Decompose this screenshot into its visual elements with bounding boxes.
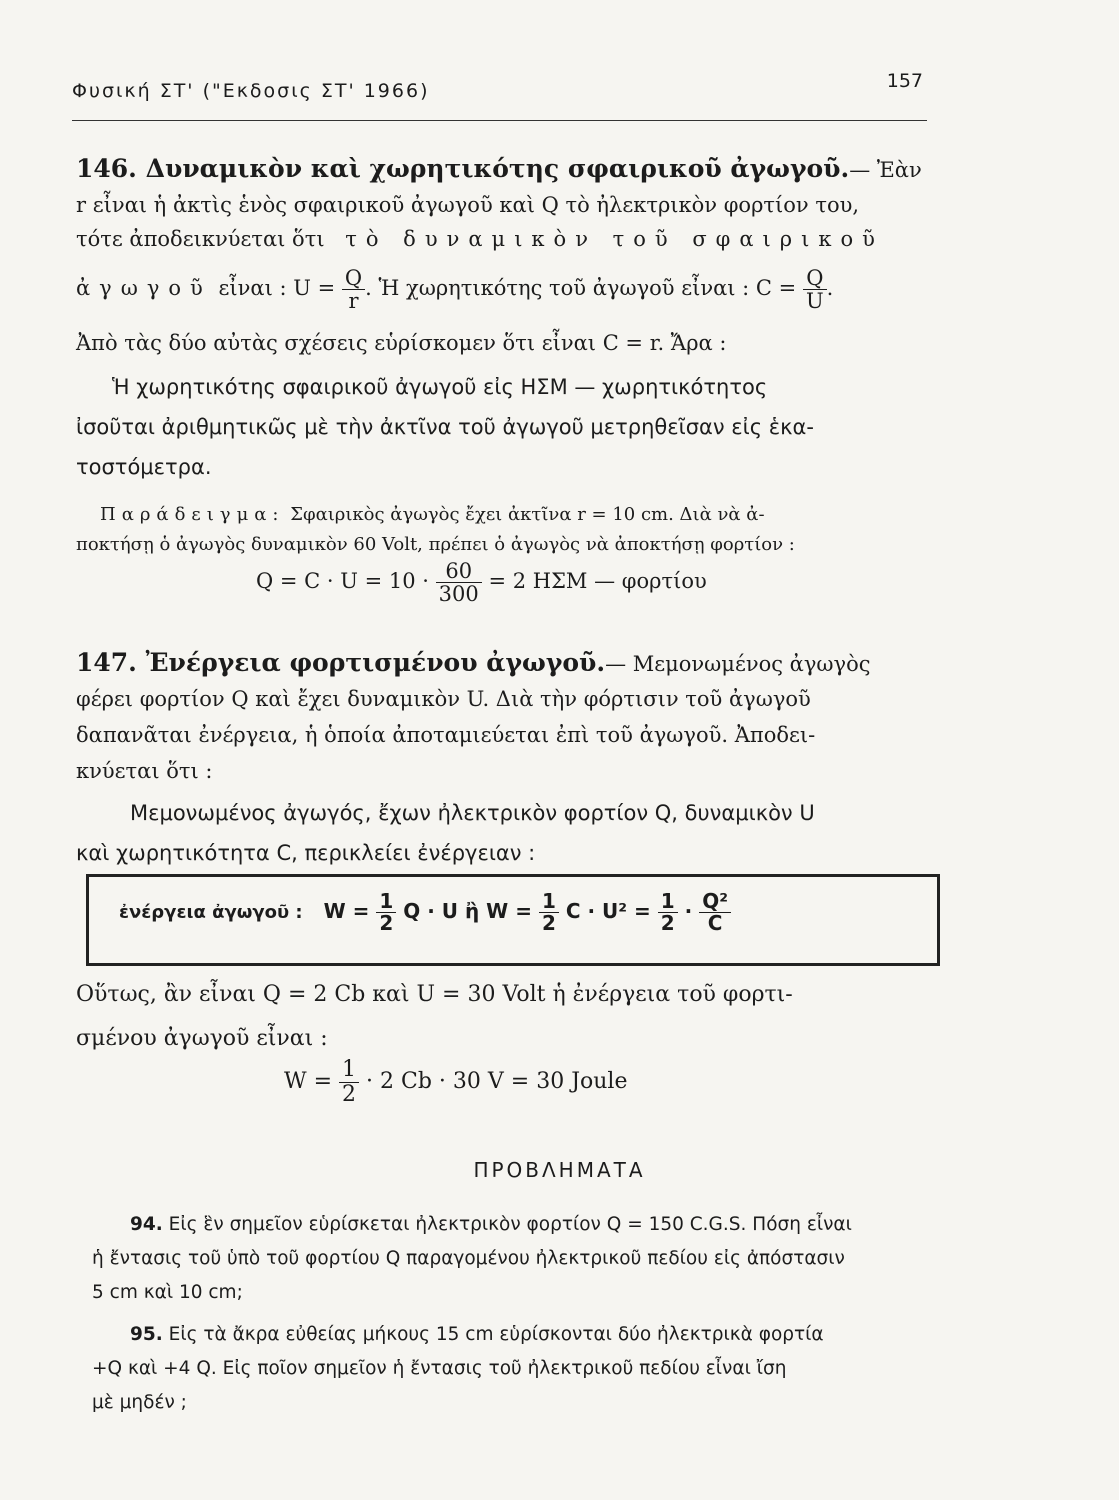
sec147-line4: κνύεται ὅτι : — [76, 759, 213, 783]
problem-95-line1: 95. Εἰς τὰ ἄκρα εὐθείας μήκους 15 cm εὑρίσκονται δύο ἠλεκτρικὰ φορτία — [130, 1324, 824, 1345]
sec147-line3: δαπανᾶται ἐνέργεια, ἡ ὁποία ἀποταμιεύεται ἐπὶ τοῦ ἀγωγοῦ. Ἀποδει- — [76, 723, 816, 747]
page-header — [72, 70, 927, 121]
problem-94-line1: 94. Εἰς ἓν σημεῖον εὑρίσκεται ἠλεκτρικὸν φορτίον Q = 150 C.G.S. Πόση εἶναι — [130, 1214, 852, 1235]
sec146-line2: r εἶναι ἡ ἀκτὶς ἑνὸς σφαιρικοῦ ἀγωγοῦ καὶ Q τὸ ἠλεκτρικὸν φορτίον του, — [76, 193, 860, 217]
problem-94-line2: ἡ ἔντασις τοῦ ὑπὸ τοῦ φορτίου Q παραγομένου ἠλεκτρικοῦ πεδίου εἰς ἀπόστασιν — [92, 1248, 845, 1269]
sec147-line2: φέρει φορτίον Q καὶ ἔχει δυναμικὸν U. Διὰ τὴν φόρτισιν τοῦ ἀγωγοῦ — [76, 687, 811, 711]
problem-95-line3: μὲ μηδέν ; — [92, 1392, 187, 1413]
law-line1: Ἡ χωρητικότης σφαιρικοῦ ἀγωγοῦ εἰς ΗΣΜ — χωρητικότητος — [112, 375, 768, 399]
problem-94-line3: 5 cm καὶ 10 cm; — [92, 1282, 243, 1303]
law-line3: τοστόμετρα. — [76, 455, 212, 479]
energy-formula-box — [86, 874, 940, 966]
sec146-title: 146. Δυναμικὸν καὶ χωρητικότης σφαιρικοῦ ἀγωγοῦ. — [76, 154, 850, 183]
running-title: Φυσική ΣΤ' ("Εκδοσις ΣΤ' 1966) — [72, 80, 430, 102]
example147-line2: σμένου ἀγωγοῦ εἶναι : — [76, 1026, 328, 1051]
sec146-line1: 146. Δυναμικὸν καὶ χωρητικότης σφαιρικοῦ ἀγωγοῦ.— Ἐὰν — [76, 154, 922, 183]
statement-line1: Μεμονωμένος ἀγωγός, ἔχων ἠλεκτρικὸν φορτίον Q, δυναμικὸν U — [130, 801, 815, 825]
statement-line2: καὶ χωρητικότητα C, περικλείει ἐνέργειαν : — [76, 841, 536, 865]
fraction-60-over-300: $\frac{60}{300}$ — [436, 560, 482, 605]
fraction-q-over-r: $\frac{Q}{r}$ — [342, 267, 365, 312]
example-line2: ποκτήσῃ ὁ ἀγωγὸς δυναμικὸν 60 Volt, πρέπει ὁ ἀγωγὸς νὰ ἀποκτήσῃ φορτίον : — [76, 534, 795, 555]
fraction-q-over-u: $\frac{Q}{U}$ — [803, 267, 827, 312]
example147-line1: Οὕτως, ἂν εἶναι Q = 2 Cb καὶ U = 30 Volt ἡ ἐνέργεια τοῦ φορτι- — [76, 982, 793, 1007]
sec146-line4: ἀγωγοῦ εἶναι : U = $\frac{Q}{r}$ . Ἡ χωρητικότης τοῦ ἀγωγοῦ εἶναι : C = $\frac{Q}{U}$ . — [76, 265, 834, 313]
sec146-line3: τότε ἀποδεικνύεται ὅτι τὸ δυναμικὸν τοῦ σφαιρικοῦ — [76, 227, 884, 251]
sec147-line1: 147. Ἐνέργεια φορτισμένου ἀγωγοῦ.— Μεμονωμένος ἀγωγὸς — [76, 648, 871, 677]
law-line2: ἰσοῦται ἀριθμητικῶς μὲ τὴν ἀκτῖνα τοῦ ἀγωγοῦ μετρηθεῖσαν εἰς ἑκα- — [76, 415, 814, 439]
example147-equation: W = $\frac{1}{2}$ · 2 Cb · 30 V = 30 Joule — [284, 1057, 628, 1107]
sec147-title: 147. Ἐνέργεια φορτισμένου ἀγωγοῦ. — [76, 648, 606, 677]
page-number: 157 — [886, 70, 923, 92]
energy-formula: ἐνέργεια ἀγωγοῦ : W = $\frac{1}{2}$ Q · U ἢ W = $\frac{1}{2}$ C · U² = $\frac{1}{2}$ · $\frac{\text{Q²}}{C}$ — [119, 891, 731, 934]
example-equation: Q = C · U = 10 · $\frac{60}{300}$ = 2 ΗΣΜ — φορτίου — [256, 558, 707, 606]
example-line1: Παράδειγμα: Σφαιρικὸς ἀγωγὸς ἔχει ἀκτῖνα r = 10 cm. Διὰ νὰ ἀ- — [100, 504, 765, 525]
sec146-line5: Ἀπὸ τὰς δύο αὐτὰς σχέσεις εὑρίσκομεν ὅτι εἶναι C = r. Ἄρα : — [76, 331, 727, 355]
problems-heading: ΠΡΟΒΛΗΜΑΤΑ — [473, 1158, 646, 1182]
problem-95-line2: +Q καὶ +4 Q. Εἰς ποῖον σημεῖον ἡ ἔντασις τοῦ ἠλεκτρικοῦ πεδίου εἶναι ἴση — [92, 1358, 787, 1379]
